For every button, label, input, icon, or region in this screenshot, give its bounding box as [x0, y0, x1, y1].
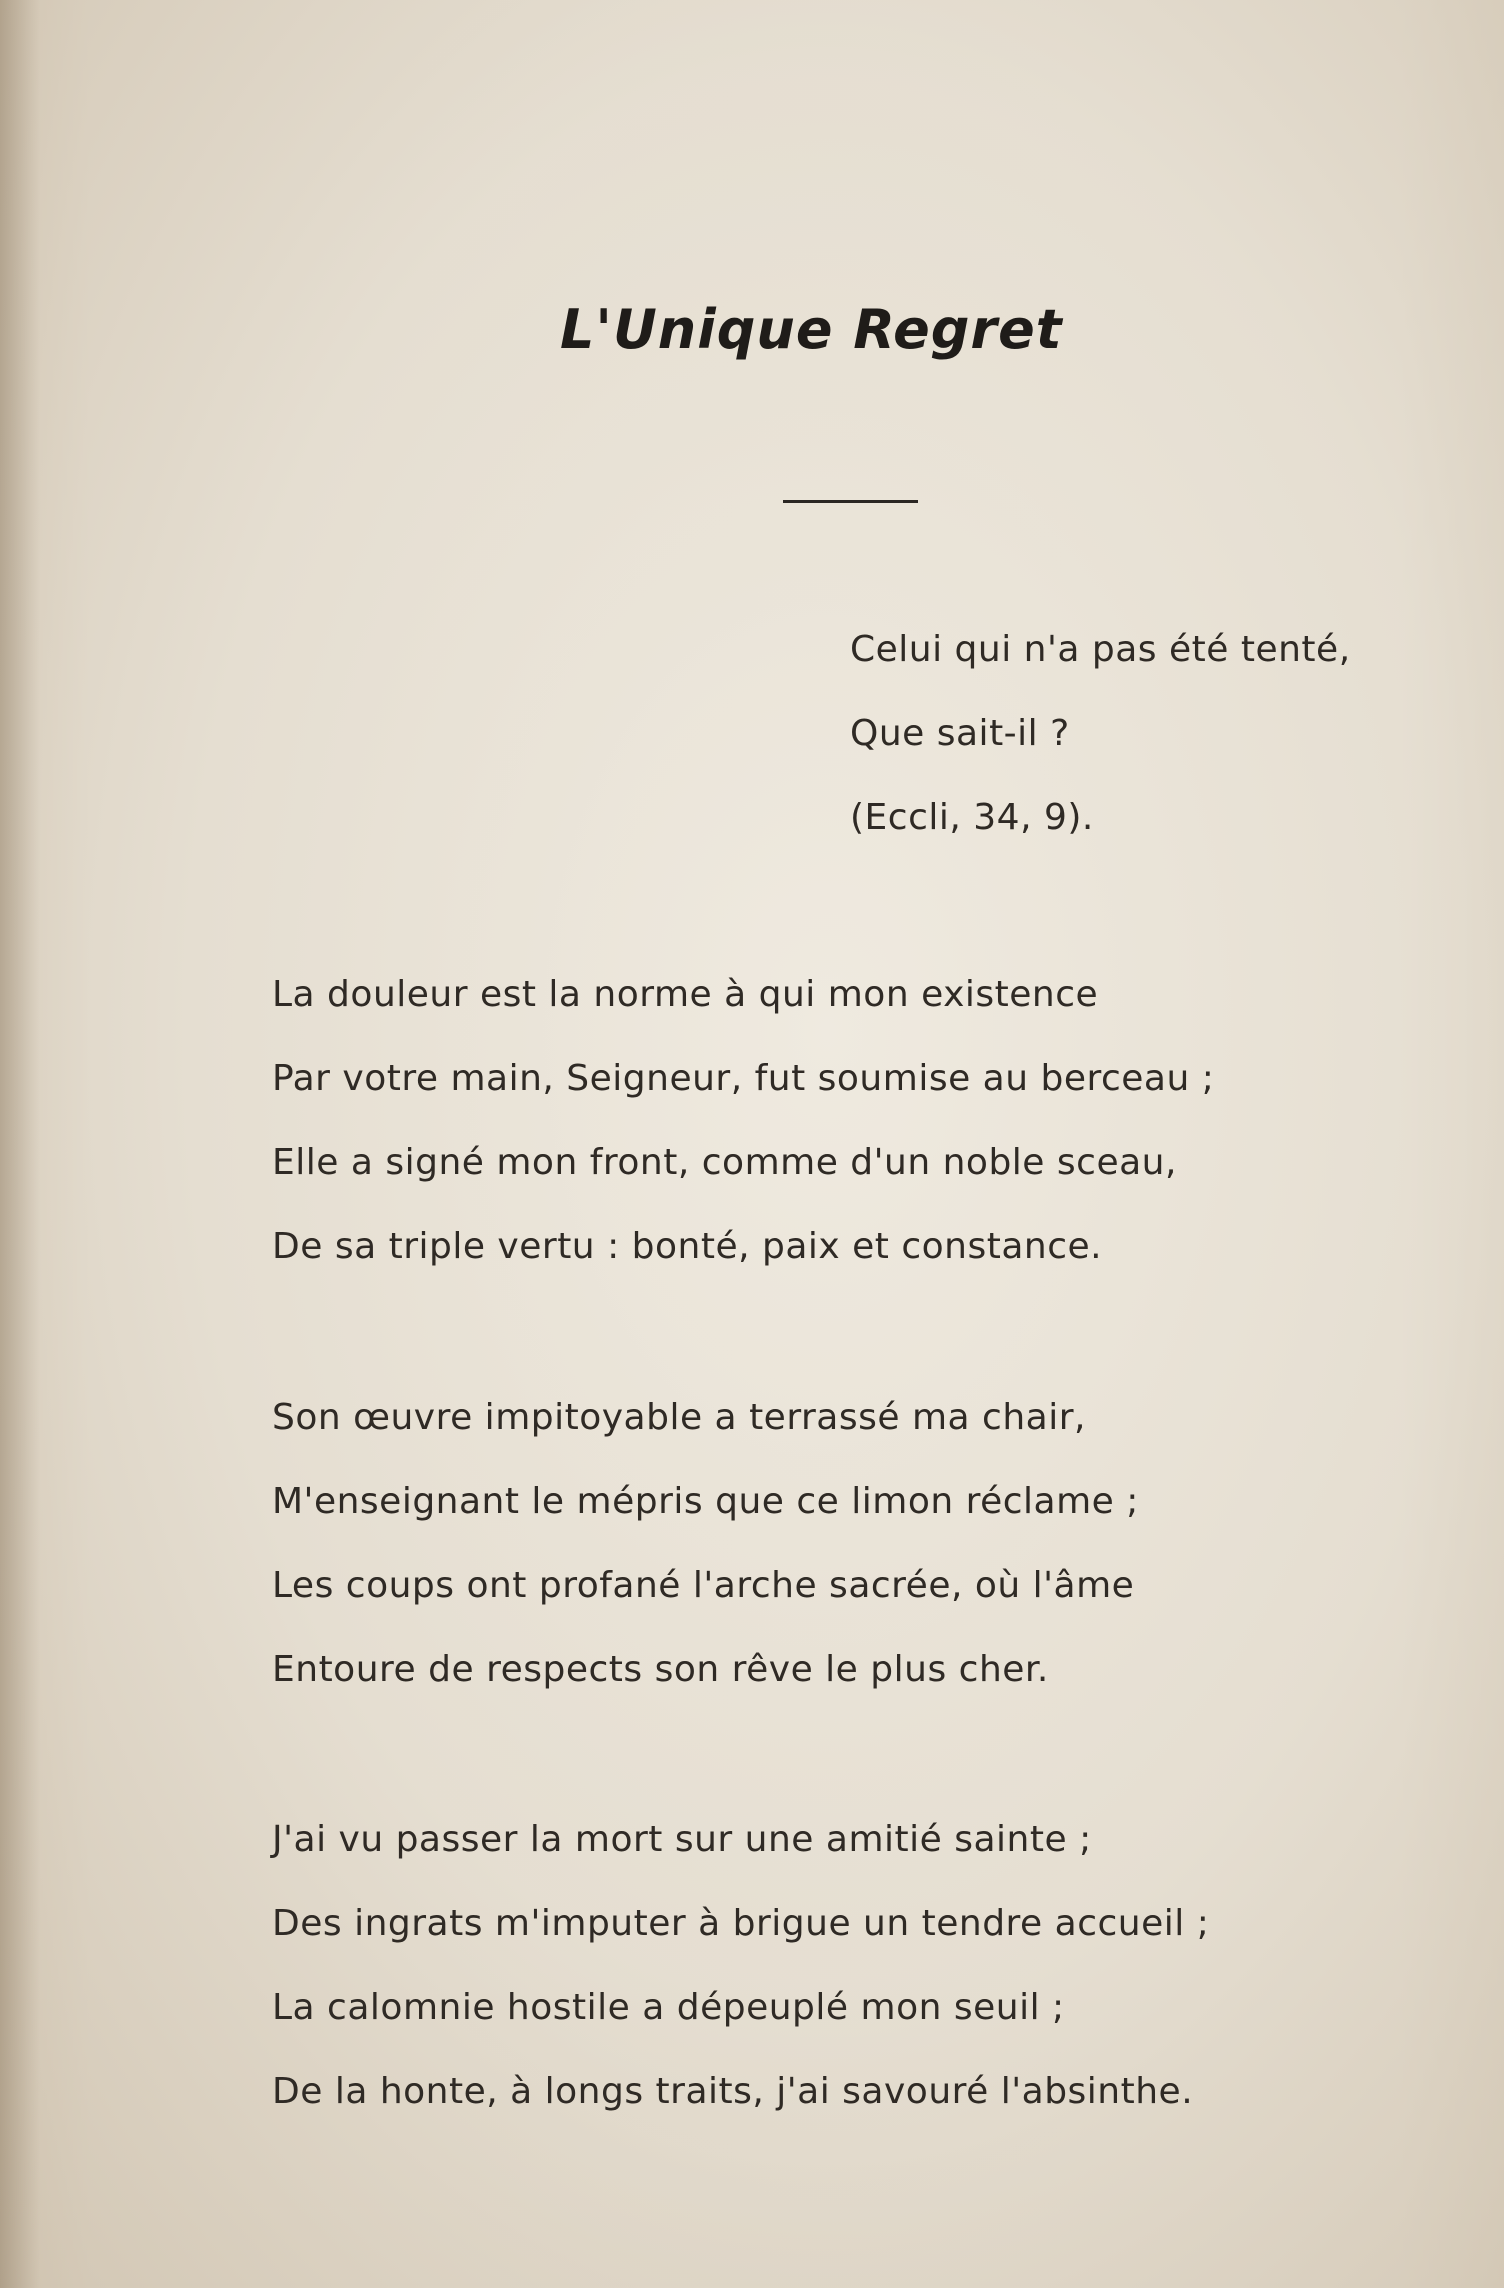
verse-line: Elle a signé mon front, comme d'un noble sceau,: [272, 1142, 1177, 1183]
verse-line: De la honte, à longs traits, j'ai savouré l'absinthe.: [272, 2071, 1194, 2112]
epigraph-line: Celui qui n'a pas été tenté,: [850, 629, 1351, 670]
stanza-1: [272, 970, 1214, 1306]
page-binding-shadow: [0, 0, 40, 2288]
verse-line: La douleur est la norme à qui mon existence: [272, 974, 1099, 1015]
verse-line: Des ingrats m'imputer à brigue un tendre accueil ;: [272, 1903, 1210, 1944]
poem-title: L'Unique Regret: [560, 298, 1063, 361]
stanza-3: [272, 1815, 1209, 2151]
verse-line: Les coups ont profané l'arche sacrée, où l'âme: [272, 1565, 1135, 1606]
verse-line: Par votre main, Seigneur, fut soumise au berceau ;: [272, 1058, 1215, 1099]
verse-line: Son œuvre impitoyable a terrassé ma chair,: [272, 1397, 1086, 1438]
epigraph-line: (Eccli, 34, 9).: [850, 797, 1094, 838]
stanza-2: [272, 1393, 1139, 1729]
epigraph-line: Que sait-il ?: [850, 713, 1070, 754]
verse-line: De sa triple vertu : bonté, paix et constance.: [272, 1226, 1103, 1267]
verse-line: J'ai vu passer la mort sur une amitié sainte ;: [272, 1819, 1092, 1860]
title-divider: [783, 500, 918, 503]
epigraph: [850, 625, 1351, 877]
verse-line: La calomnie hostile a dépeuplé mon seuil ;: [272, 1987, 1065, 2028]
verse-line: M'enseignant le mépris que ce limon réclame ;: [272, 1481, 1139, 1522]
verse-line: Entoure de respects son rêve le plus cher.: [272, 1649, 1049, 1690]
